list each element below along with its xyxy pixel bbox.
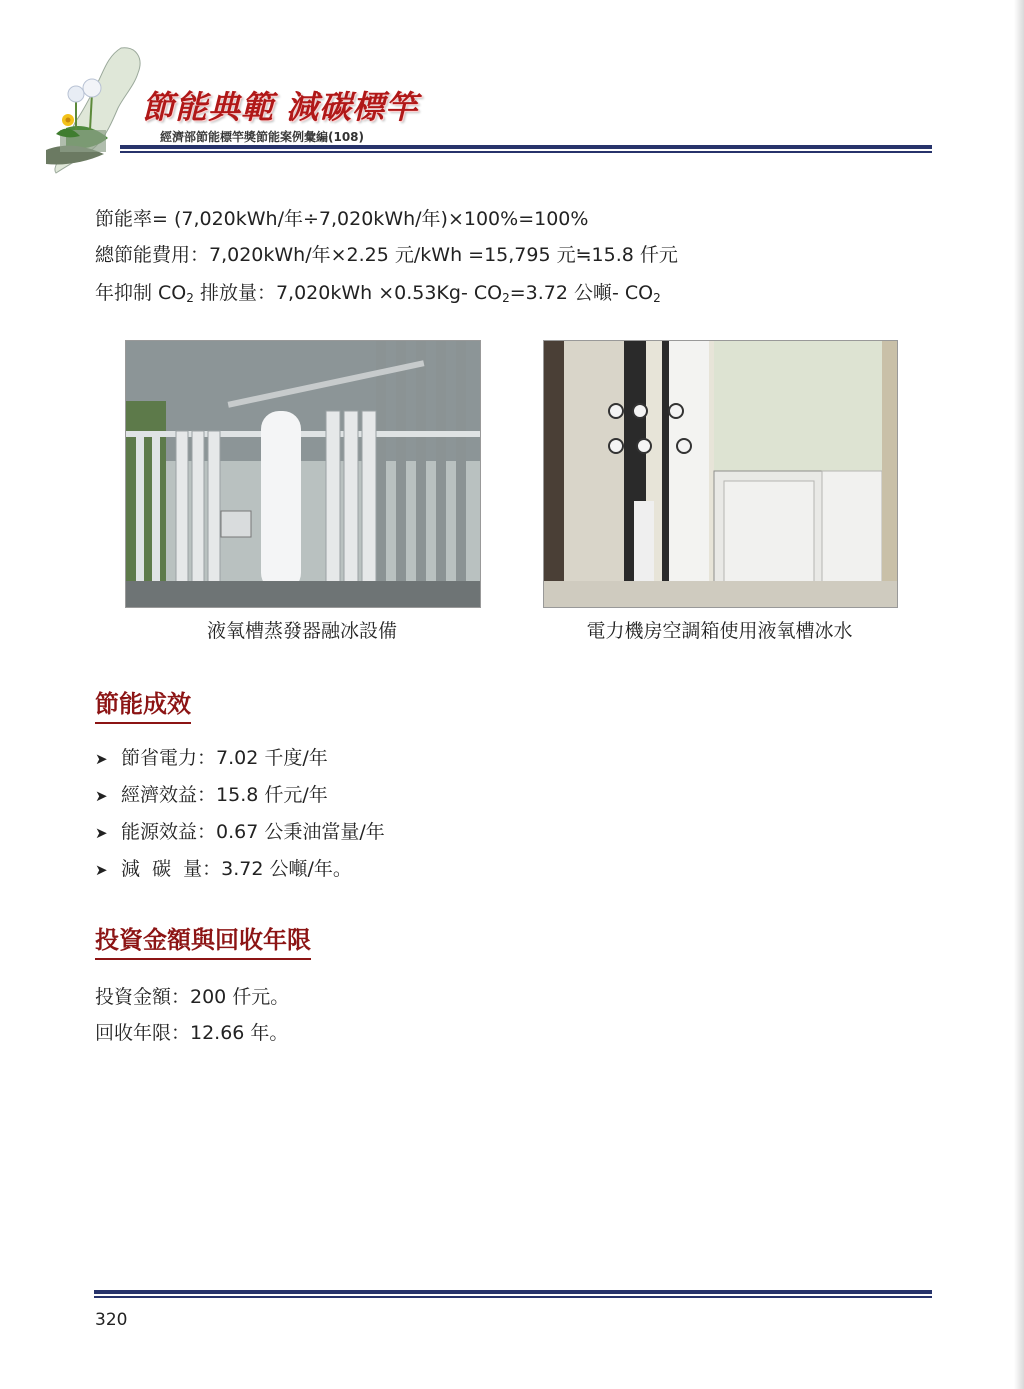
- result-item: [95, 780, 328, 807]
- left-photo-caption: 液氧槽蒸發器融冰設備: [206, 620, 397, 642]
- page-number: 320: [95, 1310, 128, 1330]
- co2-formula-part: 排放量：7,020kWh ×0.53Kg- CO: [193, 282, 503, 304]
- result-value: ：7.02 千度/年: [197, 747, 328, 769]
- result-value: ：0.67 公秉油當量/年: [197, 821, 385, 843]
- result-item: [95, 854, 352, 881]
- arrow-bullet-icon: ➤: [95, 750, 108, 768]
- result-label: 節省電力: [121, 747, 198, 769]
- result-item: [95, 817, 385, 844]
- right-photo-caption: 電力機房空調箱使用液氧槽冰水: [586, 620, 853, 642]
- arrow-bullet-icon: ➤: [95, 824, 108, 842]
- header-title: 節能典範 減碳標竿: [142, 88, 419, 126]
- total-savings-formula: 總節能費用：7,020kWh/年×2.25 元/kWh =15,795 元≒15.8 仟元: [95, 244, 678, 266]
- footer-rule: [94, 1290, 932, 1300]
- energy-saving-rate-formula: 節能率= (7,020kWh/年÷7,020kWh/年)×100%=100%: [95, 208, 589, 230]
- result-value: ：15.8 仟元/年: [197, 784, 328, 806]
- result-label: 減 碳 量: [121, 858, 203, 880]
- result-label: 能源效益: [121, 821, 198, 843]
- subscript-2: 2: [186, 291, 194, 305]
- header-subtitle: 經濟部節能標竿獎節能案例彙編(108): [160, 130, 365, 144]
- header-rule: [120, 145, 932, 155]
- result-label: 經濟效益: [121, 784, 198, 806]
- payback-period: 回收年限：12.66 年。: [95, 1022, 289, 1044]
- co2-reduction-formula: [95, 278, 661, 305]
- evaporator-photo: [125, 340, 481, 608]
- investment-heading: 投資金額與回收年限: [95, 920, 311, 960]
- arrow-bullet-icon: ➤: [95, 787, 108, 805]
- co2-formula-part: 年抑制 CO: [95, 282, 187, 304]
- investment-amount: 投資金額：200 仟元。: [95, 986, 290, 1008]
- subscript-2: 2: [502, 291, 510, 305]
- result-item: [95, 743, 328, 770]
- page-edge: [1014, 0, 1024, 1389]
- co2-formula-part: =3.72 公噸- CO: [509, 282, 654, 304]
- air-handler-photo: [543, 340, 898, 608]
- arrow-bullet-icon: ➤: [95, 861, 108, 879]
- results-heading: 節能成效: [95, 684, 191, 724]
- result-value: ：3.72 公噸/年。: [202, 858, 352, 880]
- subscript-2: 2: [653, 291, 661, 305]
